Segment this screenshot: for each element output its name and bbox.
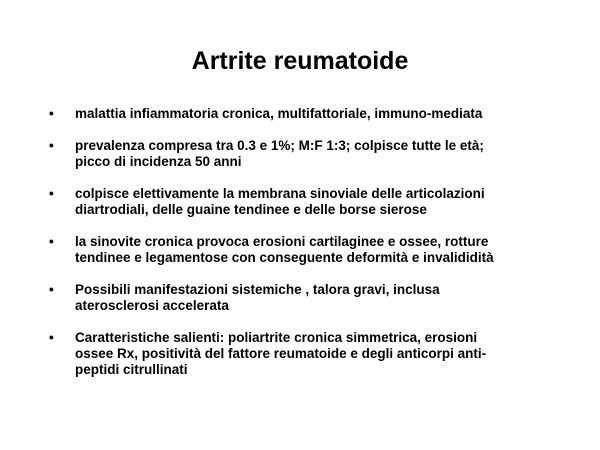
bullet-dot-icon: • <box>49 186 54 201</box>
bullet-line: Caratteristiche salienti: poliartrite cronica simmetrica, erosioni <box>75 330 478 345</box>
bullet-item <box>49 138 569 170</box>
bullet-dot-icon: • <box>49 106 54 121</box>
bullet-line: picco di incidenza 50 anni <box>75 154 242 169</box>
bullet-line: diartrodiali, delle guaine tendinee e delle borse sierose <box>75 202 427 217</box>
bullet-line: colpisce elettivamente la membrana sinoviale delle articolazioni <box>75 186 485 201</box>
bullet-item <box>49 186 569 218</box>
bullet-line: aterosclerosi accelerata <box>75 298 229 313</box>
bullet-item <box>49 106 569 122</box>
bullet-line: la sinovite cronica provoca erosioni cartilaginee e ossee, rotture <box>75 234 489 249</box>
bullet-list <box>49 106 569 394</box>
bullet-item <box>49 330 569 378</box>
bullet-item <box>49 282 569 314</box>
bullet-line: Possibili manifestazioni sistemiche , talora gravi, inclusa <box>75 282 440 297</box>
bullet-dot-icon: • <box>49 234 54 249</box>
bullet-dot-icon: • <box>49 138 54 153</box>
bullet-dot-icon: • <box>49 330 54 345</box>
bullet-line: peptidi citrullinati <box>75 362 188 377</box>
bullet-line: tendinee e legamentose con conseguente deformità e invalididità <box>75 250 494 265</box>
bullet-line: ossee Rx, positività del fattore reumatoide e degli anticorpi anti- <box>75 346 487 361</box>
bullet-item <box>49 234 569 266</box>
bullet-dot-icon: • <box>49 282 54 297</box>
slide-title: Artrite reumatoide <box>191 47 409 75</box>
bullet-line: prevalenza compresa tra 0.3 e 1%; M:F 1:3; colpisce tutte le età; <box>75 138 484 153</box>
bullet-line: malattia infiammatoria cronica, multifattoriale, immuno-mediata <box>75 106 483 121</box>
